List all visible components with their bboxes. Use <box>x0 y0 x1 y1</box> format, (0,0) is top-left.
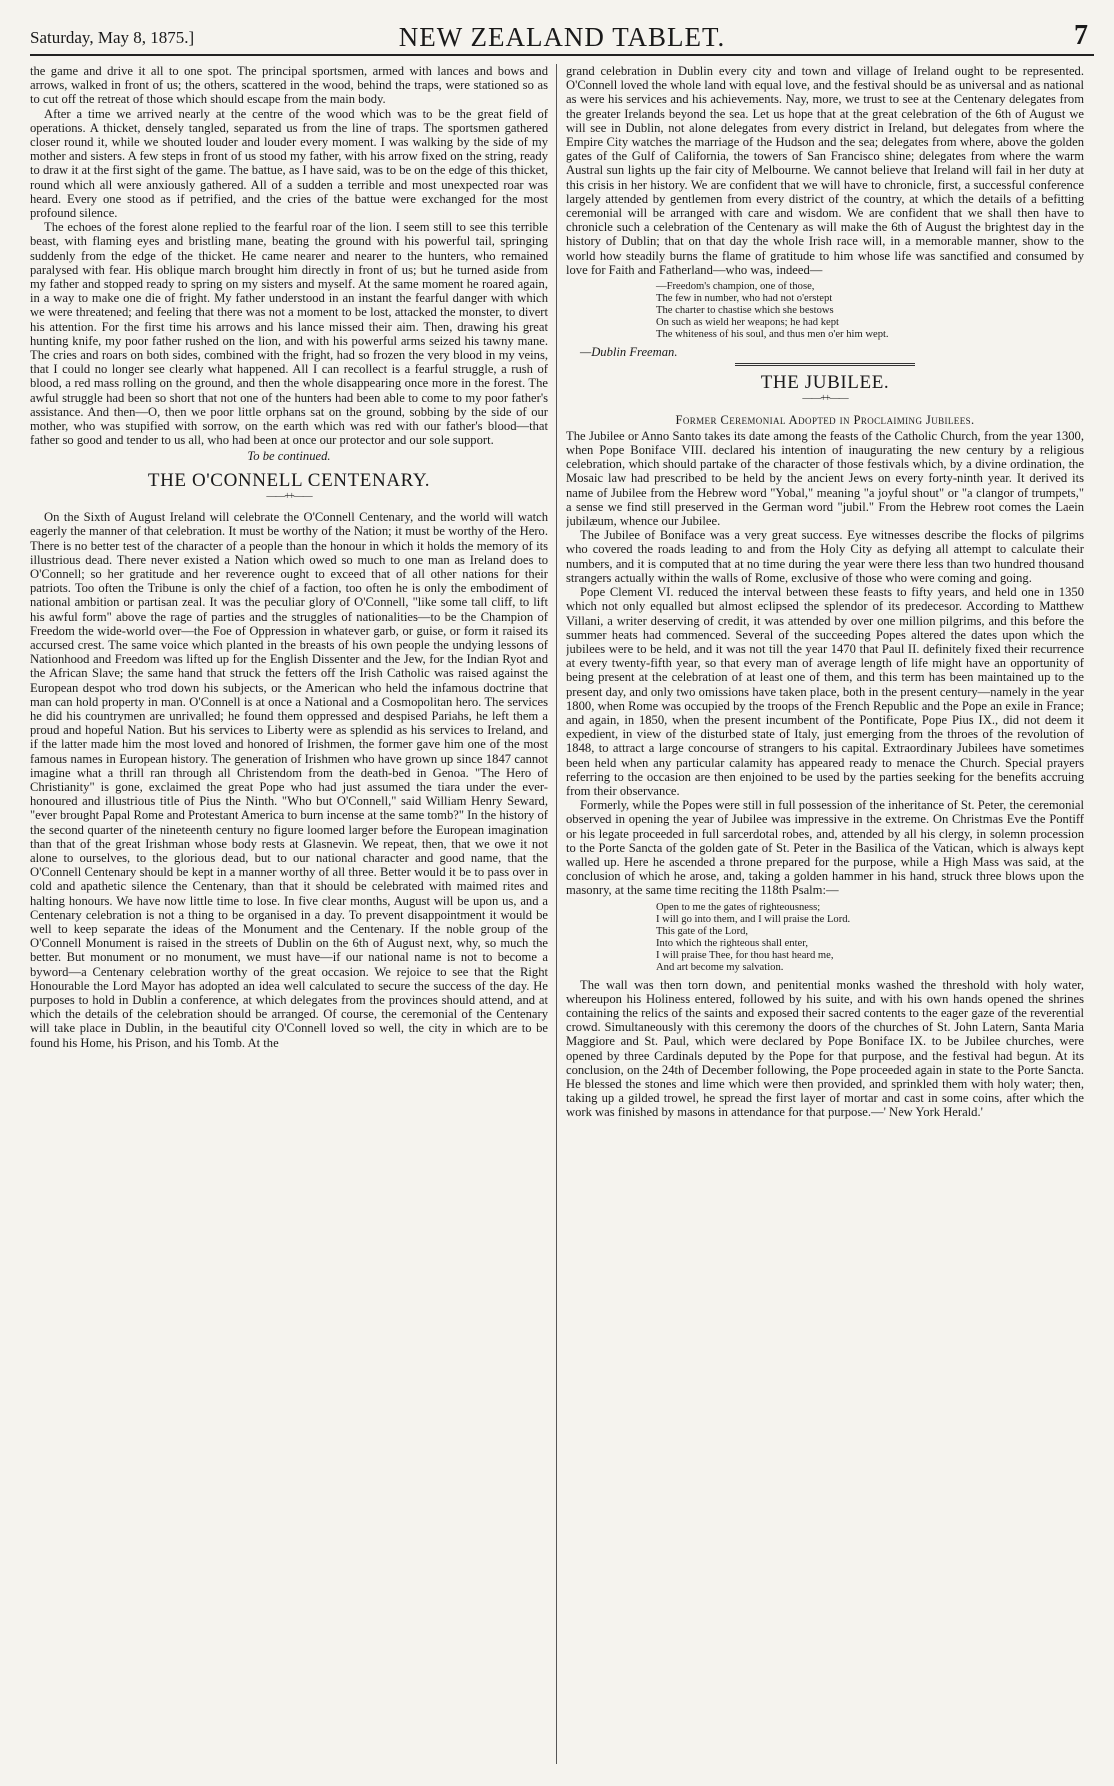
left-column <box>30 64 548 1764</box>
story-paragraph: The echoes of the forest alone replied to the fearful roar of the lion. I seem still to see this terrible beast, with flaming eyes and bristling mane, beating the ground with his powerful tail, springing suddenly from the edge of the thicket. He came nearer and nearer to the hunters, who remained paralysed with fear. His oblique march brought him directly in front of us; but he turned aside from my father and stopped ready to spring on my sisters and myself. At the same moment he roared again, in a way to make one die of fright. My father understood in an instant the fearful danger with which we were threatened; and feeling that there was not a moment to be lost, attacked the monster, to divert his attention. For the first time his arrows and his lance missed their aim. Then, drawing his great hunting knife, my poor father rushed on the lion, and with his powerful arms seized his tawny mane. The cries and roars on both sides, combined with the fright, had so frozen the very blood in my veins, that I could no longer see clearly what happened. All I can recollect is a fearful struggle, a rush of blood, a red mass rolling on the ground, and then the whole disappearing once more in the forest. The awful struggle had been so short that not one of the hunters had been able to come to my poor father's assistance. And then—O, then we poor little orphans sat on the ground, sobbing by the side of our mother, who was stupified with sorrow, on the earth which was red with our father's blood—that father so good and tender to us all, who had been at once our protector and our sole support. <box>30 220 548 448</box>
article-paragraph: The wall was then torn down, and penitential monks washed the threshold with holy water, whereupon his Holiness entered, followed by his suite, and with his own hands opened the shrines containing the relics of the saints and exposed their sacred contents to the eager gaze of the reverential crowd. Simultaneously with this ceremony the doors of the churches of St. John Latern, Santa Maria Maggiore and St. Paul, which were declared by Pope Boniface IX. to be Jubilee churches, were opened by three Cardinals deputed by the Pope for that purpose, and the festival had begun. At its conclusion, on the 24th of December following, the Pope proceeded again in state to the Porte Sancta. He blessed the stones and lime which were then provided, and sprinkled them with holy water; then, taking up a gilded trowel, he spread the first layer of mortar and cast in some coins, after which the work was finished by masons in attendance for that purpose.—' New York Herald.' <box>566 977 1084 1120</box>
verse-line: The charter to chastise which she bestows <box>656 305 834 317</box>
column-rule <box>556 64 557 1764</box>
title-ornament: ——++—— <box>266 490 312 502</box>
story-paragraph: the game and drive it all to one spot. The principal sportsmen, armed with lances and bows and arrows, walked in front of us; the others, scattered in the wood, behind the traps, were stationed so as to cut off the retreat of those which should escape from the main body. <box>30 64 548 107</box>
verse-line: This gate of the Lord, <box>656 925 749 937</box>
article-paragraph: grand celebration in Dublin every city and town and village of Ireland ought to be represented. O'Connell loved the whole land with equal love, and the festival should be as universal and as national as were his services and his achievements. Nay, more, we trust to see at the Centenary delegates from the greater Irelands beyond the sea. Let us hope that at the great celebration of the 6th of August we will see in Dublin, not alone delegates from every district in Ireland, but delegates from where the Empire City watches the marriage of the Hudson and the sea; delegates from where, above the golden gates of the Gulf of California, the towers of San Francisco shine; delegates from where the warm Austral sun lights up the fair city of Melbourne. We cannot believe that Ireland will fail in her duty at this crisis in her history. We are confident that we will have to chronicle, first, a successful conference largely attended by gentlemen from every district of the country, at which the details of a befitting ceremonial will be arranged with care and wisdom. We are confident that we shall then have to chronicle such a celebration of the Centenary as will make the 6th of August the brightest day in the history of Dublin; that on that day the whole Irish race will, in a memorable manner, show to the world how steadily burns the flame of gratitude to him whose life was sanctified and consumed by love for Faith and Fatherland—who was, indeed— <box>566 64 1084 277</box>
article-paragraph: The Jubilee of Boniface was a very great success. Eye witnesses describe the flocks of pilgrims who covered the roads leading to and from the Holy City as defying all attempt to calculate their numbers, and it is computed that at no time during the year were there less than two hundred thousand strangers actually within the walls of Rome, exclusive of those who were coming and going. <box>566 528 1084 585</box>
source-credit: —Dublin Freeman. <box>580 345 678 360</box>
story-paragraph: After a time we arrived nearly at the centre of the wood which was to be the great field of operations. A thicket, densely tangled, separated us from the line of traps. The sportsmen gathered closer round it, while we shouted louder and louder every moment. I was walking by the side of my mother and sisters. A few steps in front of us stood my father, with his arrow fixed on the string, ready to draw it at the first sight of the game. The battue, as I have said, was to be on the edge of this thicket, round which all were anxiously gathered. All of a sudden a terrible and most unexpected roar was heard. Every one stood as if petrified, and the cries of the battue were exchanged for the most profound silence. <box>30 106 548 221</box>
to-be-continued: To be continued. <box>247 449 331 464</box>
verse-quote <box>656 281 1084 341</box>
verse-line: The few in number, who had not o'erstept <box>656 293 833 305</box>
verse-line: Open to me the gates of righteousness; <box>656 901 821 913</box>
newspaper-title: NEW ZEALAND TABLET. <box>398 22 726 52</box>
verse-line: —Freedom's champion, one of those, <box>656 281 815 293</box>
section-divider <box>735 363 915 366</box>
verse-line: And art become my salvation. <box>656 961 784 973</box>
article-paragraph: Formerly, while the Popes were still in full possession of the inheritance of St. Peter, the ceremonial observed in opening the year of Jubilee was impressive in the extreme. On Christmas Eve the Pontiff or his legate proceeded in full sarcerdotal robes, and, attended by all his clergy, in solemn procession to the Porte Sancta of the golden gate of St. Peter in the Basilica of the Vatican, which is always kept walled up. Here he ascended a throne prepared for the purpose, while a High Mass was said, at the conclusion of which he arose, and, taking a golden hammer in his hand, struck three blows upon the masonry, at the same time reciting the 118th Psalm:— <box>566 798 1084 898</box>
article-paragraph: On the Sixth of August Ireland will celebrate the O'Connell Centenary, and the world will watch eagerly the manner of that celebration. It must be worthy of the Nation; it must be worthy of the Hero. There is no better test of the character of a people than the honour in which it holds the memory of its illustrious dead. There never existed a Nation which owed so much to one man as Ireland does to O'Connell; so her gratitude and her reverence ought to exceed that of all other nations for their patriots. Too often the Tribune is only the chief of a faction, too often he is only the embodiment of national ambition or partisan zeal. It was the peculiar glory of O'Connell, "like some tall cliff, to lift his awful form" above the rage of parties and the struggles of nationalities—to be the Champion of Freedom the wide-world over—the Foe of Oppression in whatever garb, or guise, or form it raised its accursed crest. The same voice which planted in the breasts of his own people the undying lessons of Nationhood and Freedom was lifted up for the English Dissenter and the Jew, for the Indian Ryot and the African Slave; the same hand that struck the fetters off the Irish Catholic was raised against the European despot who trod down his subjects, or the American who held the infamous doctrine that man can hold property in man. O'Connell is at once a National and a Cosmopolitan hero. The services he did his countrymen are unrivalled; he found them oppressed and despised Pariahs, he left them a proud and hopeful Nation. But his services to Liberty were as splendid as his services to Ireland, and if the latter made him the most loved and honored of Irishmen, the former gave him one of the most famous names in European history. The generation of Irishmen who have grown up since 1847 cannot imagine what a thrill ran through all Christendom from the death-bed in Genoa. "The Hero of Christianity" is gone, exclaimed the great Pope who had just assumed the tiara under the ever-honoured and illustrious title of Pius the Ninth. "Who but O'Connell," said William Henry Seward, "ever brought Papal Rome and Protestant America to burn incense at the same tomb?" In the history of the second quarter of the nineteenth century no figure loomed larger before the European imagination than that of the great Irishman whose body rests at Glasnevin. We repeat, then, that we owe it not alone to ourselves, to the glorious dead, but to our national character and good name, that the O'Connell Centenary should be kept in a manner worthy of all three. Better would it be to pass over in cold and apathetic silence the Centenary, than that it should be celebrated with maimed rites and halting honours. We have now little time to lose. In five clear months, August will be upon us, and a Centenary celebration is not a thing to be organised in a day. To prevent disappointment it would be well to keep separate the ideas of the Monument and the Centenary. If the noble group of the O'Connell Monument is raised in the streets of Dublin on the 6th of August next, why, so much the better. But monument or no monument, we must have—if our national name is not to become a byword—a Centenary celebration worthy of the great occasion. We rejoice to see that the Right Honourable the Lord Mayor has adopted an idea well calculated to secure the success of the day. He purposes to hold in Dublin a conference, at which delegates from the provinces should attend, and at which the details of the celebration should be arranged. Of course, the ceremonial of the Centenary will take place in Dublin, in the beautiful city O'Connell loved so well, the city in which are to be found his Home, his Prison, and his Tomb. At the <box>30 510 548 1050</box>
verse-line: On such as wield her weapons; he had kept <box>656 317 839 329</box>
page-number: 7 <box>1074 20 1088 51</box>
verse-line: I will praise Thee, for thou hast heard me, <box>656 949 834 961</box>
title-ornament: ——++—— <box>802 393 848 405</box>
masthead <box>30 20 1094 56</box>
article-paragraph: Pope Clement VI. reduced the interval between these feasts to fifty years, and held one in 1350 which not only equalled but almost eclipsed the splendor of its predecesor. According to Matthew Villani, a writer deserving of credit, it was attended by over one million pilgrims, and this before the summer heats had commenced. Several of the succeeding Popes altered the dates upon which the jubilees were to be held, and it was not till the year 1470 that Paul II. definitely fixed their recurrence at every twenty-fifth year, so that every man of average length of life might have an opportunity of being present at the celebration of at least one of them, and this term has been maintained up to the present day, and only two omissions have taken place, both in the present century—namely in the year 1800, when Rome was occupied by the troops of the French Republic and the Pope an exile in France; and again, in 1850, when the present incumbent of the Pontificate, Pope Pius IX., did not deem it expedient, in view of the disturbed state of Italy, just emerging from the throes of the revolution of 1848, to attract a large concourse of strangers to his capital. Extraordinary Jubilees have sometimes been held when any particular calamity has appeared ready to menace the Church. Special prayers referring to the occasion are then enjoined to be used by the parties seeking for the benefits accruing from their observance. <box>566 585 1084 798</box>
psalm-quote <box>656 902 1084 974</box>
article-title-jubilee: THE JUBILEE. <box>760 372 890 394</box>
verse-line: I will go into them, and I will praise the Lord. <box>656 913 851 925</box>
article-paragraph: The Jubilee or Anno Santo takes its date among the feasts of the Catholic Church, from the year 1300, when Pope Boniface VIII. declared his intention of inaugurating the new century by a religious celebration, which should partake of the character of those festivals which, by a divine ordination, the Mosaic law had prescribed to be held by the ancient Jews on every forty-ninth year. It derived its name of Jubilee from the Hebrew word "Yobal," meaning "a joyful shout" or "a clangor of trumpets," a sense we find still preserved in the German word "jubil." From the Hebrew root comes the Laein jubilæum, whence our Jubilee. <box>566 428 1084 529</box>
article-subheading: Former Ceremonial Adopted in Proclaiming Jubilees. <box>675 412 975 427</box>
verse-line: The whiteness of his soul, and thus men o'er him wept. <box>656 329 889 341</box>
article-title-oconnell: THE O'CONNELL CENTENARY. <box>147 469 431 491</box>
right-column <box>566 64 1084 1764</box>
issue-date: Saturday, May 8, 1875.] <box>30 28 195 47</box>
verse-line: Into which the righteous shall enter, <box>656 937 808 949</box>
